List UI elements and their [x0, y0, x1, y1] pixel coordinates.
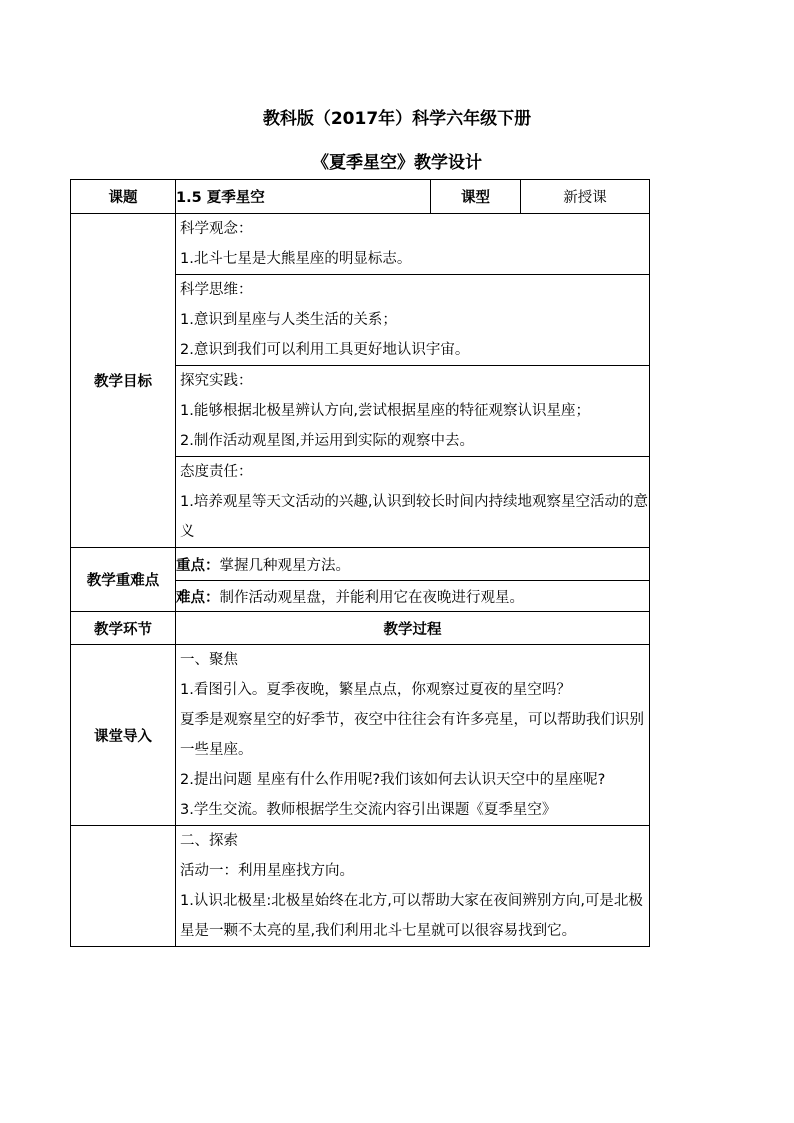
objective-item: 2.意识到我们可以利用工具更好地认识宇宙。 [180, 342, 470, 358]
objective-group-2 [176, 275, 650, 366]
intro-content [176, 645, 650, 826]
stage-column-header: 教学环节 [71, 612, 176, 645]
key-point [176, 548, 650, 581]
intro-line: 夏季是观察星空的好季节，夜空中往往会有许多亮星，可以帮助我们识别一些星座。 [180, 712, 644, 758]
table-row-objectives-1 [71, 214, 650, 275]
objective-item: 1.能够根据北极星辨认方向,尝试根据星座的特征观察认识星座； [180, 403, 590, 419]
intro-stage-label: 课堂导入 [71, 645, 176, 826]
explore-line: 1.认识北极星:北极星始终在北方,可以帮助大家在夜间辨别方向,可是北极星是一颗不太亮的星,我们利用北斗七星就可以很容易找到它。 [180, 893, 643, 939]
objective-item: 1.意识到星座与人类生活的关系； [180, 312, 397, 328]
table-row-key-points [71, 548, 650, 581]
explore-line: 活动一：利用星座找方向。 [180, 863, 354, 879]
topic-value: 1.5 夏季星空 [176, 180, 431, 214]
intro-line: 1.看图引入。夏季夜晚，繁星点点，你观察过夏夜的星空吗？ [180, 682, 571, 698]
table-row-intro [71, 645, 650, 826]
key-point-text: 掌握几种观星方法。 [219, 557, 350, 574]
document-subtitle: 《夏季星空》教学设计 [312, 153, 482, 173]
intro-line: 一、聚焦 [180, 652, 238, 668]
table-row-explore [71, 826, 650, 947]
objective-group-4 [176, 457, 650, 548]
objective-heading: 科学思维： [180, 282, 253, 298]
explore-stage-label [71, 826, 176, 947]
topic-label: 课题 [71, 180, 176, 214]
objective-group-3 [176, 366, 650, 457]
objective-item: 2.制作活动观星图,并运用到实际的观察中去。 [180, 433, 474, 449]
key-point-tag: 重点： [176, 557, 220, 574]
difficult-point-tag: 难点： [176, 589, 220, 606]
table-row-process-header [71, 612, 650, 645]
process-column-header: 教学过程 [176, 612, 650, 645]
lesson-plan-table [70, 179, 650, 947]
document-title: 教科版（2017年）科学六年级下册 [262, 109, 532, 129]
explore-line: 二、探索 [180, 833, 238, 849]
objectives-label: 教学目标 [71, 214, 176, 548]
difficult-point-text: 制作活动观星盘，并能利用它在夜晚进行观星。 [219, 589, 524, 606]
objective-heading: 科学观念： [180, 221, 253, 237]
objective-item: 1.北斗七星是大熊星座的明显标志。 [180, 251, 412, 267]
type-label: 课型 [431, 180, 521, 214]
objective-heading: 态度责任： [180, 464, 253, 480]
difficult-point [176, 581, 650, 612]
type-value: 新授课 [521, 180, 650, 214]
key-points-label: 教学重难点 [71, 548, 176, 612]
intro-line: 2.提出问题 星座有什么作用呢?我们该如何去认识天空中的星座呢? [180, 772, 606, 788]
objective-item: 1.培养观星等天文活动的兴趣,认识到较长时间内持续地观察星空活动的意义 [180, 494, 648, 540]
objective-heading: 探究实践： [180, 373, 253, 389]
objective-group-1 [176, 214, 650, 275]
table-row-topic [71, 180, 650, 214]
intro-line: 3.学生交流。教师根据学生交流内容引出课题《夏季星空》 [180, 802, 557, 818]
explore-content [176, 826, 650, 947]
